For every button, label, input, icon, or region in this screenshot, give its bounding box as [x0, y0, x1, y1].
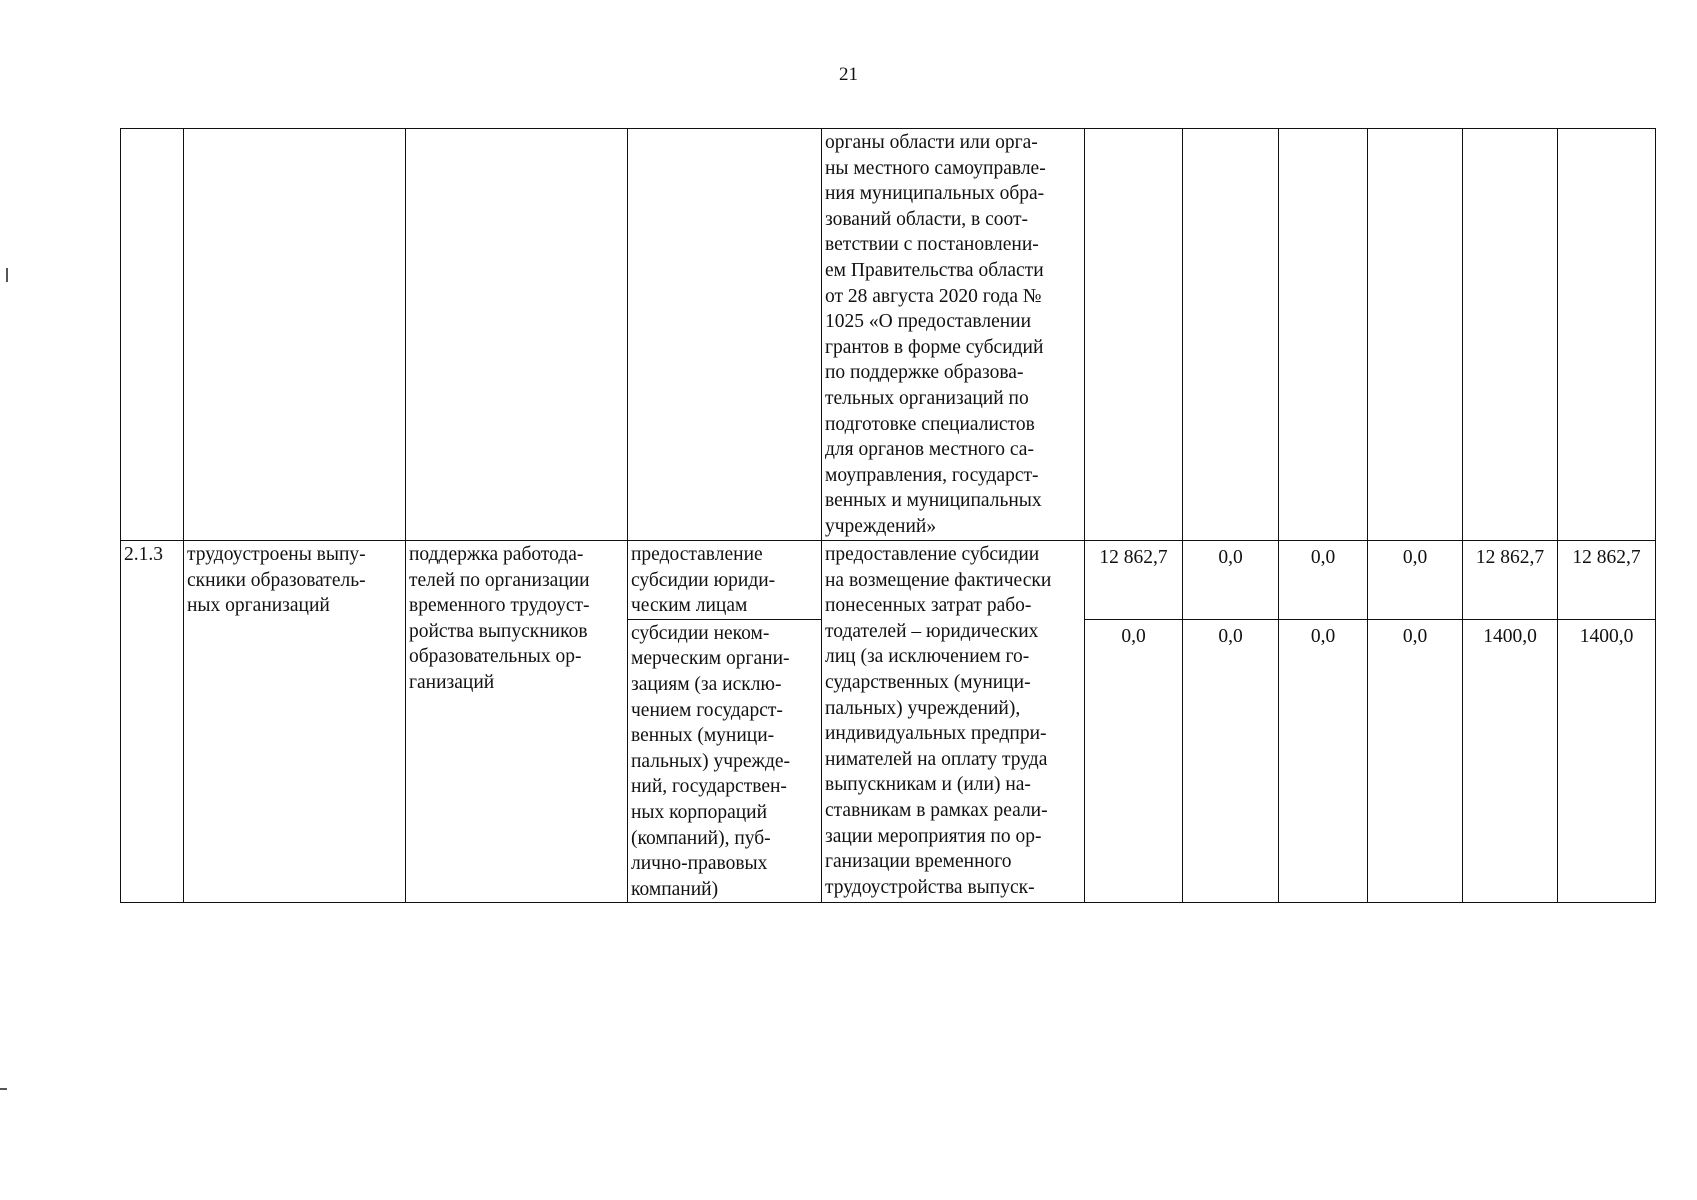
cell-value-empty: [1463, 129, 1558, 541]
cell-value-empty: [1368, 129, 1463, 541]
cell-value-empty: [1183, 129, 1279, 541]
cell-value: 12 862,7: [1085, 541, 1183, 620]
cell-code-empty: [121, 129, 184, 541]
text-line: образовательных ор-: [409, 646, 582, 668]
text-line: сударственных (муници-: [825, 671, 1031, 693]
cell-result: [184, 541, 406, 903]
measures-table: [120, 128, 1656, 903]
text-line: лиц (за исключением го-: [825, 646, 1030, 668]
cell-value: 12 862,7: [1558, 541, 1656, 620]
cell-value: 0,0: [1368, 619, 1463, 903]
text-line: нимателей на оплату труда: [825, 748, 1048, 770]
text-line: ганизации временного: [825, 851, 1012, 873]
text-line: понесенных затрат рабо-: [825, 595, 1032, 617]
text-line: пальных) учрежде-: [631, 750, 791, 772]
text-line: ганизаций: [409, 671, 495, 693]
cell-measure: [406, 541, 628, 903]
table-row: [121, 541, 1656, 620]
cell-measure-empty: [406, 129, 628, 541]
cell-item-code: [121, 541, 184, 903]
text-line: зациям (за исклю-: [631, 673, 782, 695]
text-line: ны местного самоуправле-: [825, 157, 1046, 179]
text-line: венных (муници-: [631, 725, 775, 747]
cell-value: 0,0: [1279, 541, 1368, 620]
text-line: предоставление: [631, 544, 763, 565]
text-line: индивидуальных предпри-: [825, 723, 1047, 745]
text-line: зований области, в соот-: [825, 208, 1029, 230]
text-line: венных и муниципальных: [825, 490, 1042, 512]
cell-value: 0,0: [1279, 619, 1368, 903]
text-line: от 28 августа 2020 года №: [825, 285, 1042, 307]
cell-recipient: [628, 619, 822, 903]
item-code: 2.1.3: [124, 544, 163, 565]
cell-value: 0,0: [1368, 541, 1463, 620]
text-line: зации мероприятия по ор-: [825, 825, 1042, 847]
text-line: мерческим органи-: [631, 648, 790, 670]
cell-value: 1400,0: [1463, 619, 1558, 903]
text-line: по поддержке образова-: [825, 362, 1024, 384]
text-line: компаний): [631, 878, 719, 900]
cell-recipient-empty: [628, 129, 822, 541]
cell-description: [822, 541, 1085, 903]
text-line: грантов в форме субсидий: [825, 336, 1044, 358]
text-line: временного трудоуст-: [409, 595, 590, 617]
cell-description: [822, 129, 1085, 541]
text-line: учреждений»: [825, 515, 937, 537]
continuation-row: [121, 129, 1656, 541]
text-line: ных организаций: [187, 595, 330, 617]
cell-value: 0,0: [1183, 619, 1279, 903]
text-line: ставникам в рамках реали-: [825, 799, 1048, 821]
text-line: лично-правовых: [631, 853, 768, 875]
text-line: 1025 «О предоставлении: [825, 311, 1032, 333]
cell-value-empty: [1279, 129, 1368, 541]
text-line: подготовке специалистов: [825, 413, 1035, 435]
text-line: субсидии неком-: [631, 622, 770, 644]
cell-value: 12 862,7: [1463, 541, 1558, 620]
scan-mark: [6, 268, 8, 282]
text-line: тельных организаций по: [825, 387, 1029, 409]
text-line: (компаний), пуб-: [631, 827, 771, 849]
cell-result-empty: [184, 129, 406, 541]
text-line: ем Правительства области: [825, 259, 1044, 281]
text-line: пальных) учреждений),: [825, 697, 1021, 719]
text-line: для органов местного са-: [825, 439, 1034, 461]
cell-value-empty: [1085, 129, 1183, 541]
text-line: поддержка работода-: [409, 544, 584, 565]
text-line: моуправления, государст-: [825, 464, 1039, 486]
text-line: телей по организации: [409, 569, 590, 591]
text-line: ческим лицам: [631, 595, 748, 617]
text-line: ний, государствен-: [631, 776, 787, 798]
text-line: чением государст-: [631, 699, 783, 721]
text-line: ройства выпускников: [409, 620, 588, 642]
text-line: на возмещение фактически: [825, 569, 1052, 591]
cell-value: 0,0: [1183, 541, 1279, 620]
page-number: 21: [839, 64, 858, 85]
text-line: предоставление субсидии: [825, 544, 1040, 565]
cell-value: 1400,0: [1558, 619, 1656, 903]
text-line: ных корпораций: [631, 801, 768, 823]
cell-value-empty: [1558, 129, 1656, 541]
text-line: органы области или орга-: [825, 132, 1038, 153]
text-line: ния муниципальных обра-: [825, 183, 1045, 205]
text-line: скники образователь-: [187, 569, 366, 591]
text-line: субсидии юриди-: [631, 569, 776, 591]
text-line: трудоустройства выпуск-: [825, 876, 1035, 898]
text-line: трудоустроены выпу-: [187, 544, 366, 565]
scan-mark: [0, 1088, 7, 1090]
text-line: выпускникам и (или) на-: [825, 774, 1031, 796]
cell-value: 0,0: [1085, 619, 1183, 903]
cell-recipient: [628, 541, 822, 620]
text-line: ветствии с постановлени-: [825, 234, 1039, 256]
text-line: тодателей – юридических: [825, 620, 1039, 642]
